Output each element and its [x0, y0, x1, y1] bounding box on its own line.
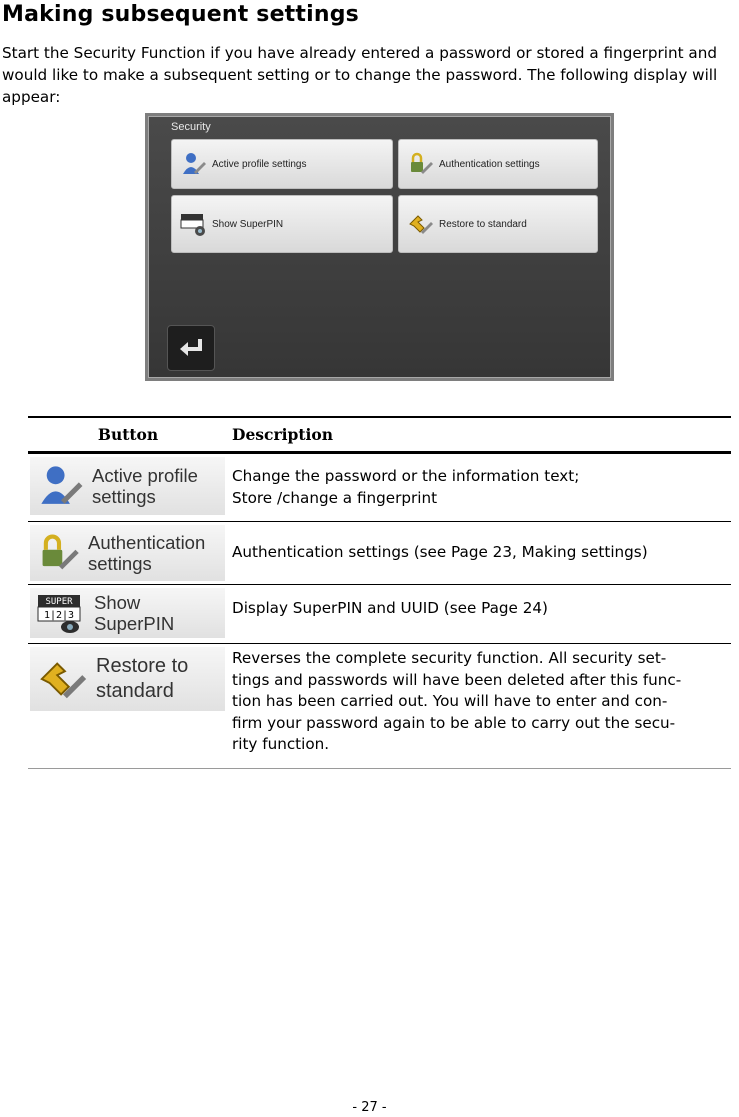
active-profile-settings-button[interactable]: [171, 139, 393, 189]
header-button: Button: [97, 425, 159, 444]
button-cell: [28, 585, 228, 643]
table-header: [28, 418, 731, 454]
active-profile-settings-sample: [30, 457, 225, 515]
page-number: - 27 -: [352, 1100, 387, 1115]
screen-title: Security: [171, 121, 211, 133]
description-cell: Display SuperPIN and UUID (see Page 24): [232, 599, 548, 617]
sample-label: Active profile settings: [92, 465, 198, 507]
restore-to-standard-sample: [30, 647, 225, 711]
show-superpin-sample: [30, 588, 225, 638]
button-description-table: [28, 416, 731, 769]
superpin-digits-text: 1|2|3: [43, 610, 75, 621]
description-cell: Authentication settings (see Page 23, Making settings): [232, 543, 648, 561]
description-cell: Change the password or the information text; Store /change a fingerprint: [232, 467, 580, 507]
security-screen: [148, 116, 611, 378]
authentication-settings-button[interactable]: [398, 139, 598, 189]
table-row: [28, 585, 731, 644]
show-superpin-button[interactable]: [171, 195, 393, 253]
authentication-settings-sample: [30, 525, 225, 581]
return-arrow-icon: [176, 336, 206, 360]
user-wrench-icon: [180, 150, 208, 178]
restore-wrench-icon: [407, 210, 435, 238]
sample-label: Restore to standard: [96, 655, 189, 702]
superpin-icon: [36, 591, 88, 635]
lock-wrench-icon: [36, 530, 82, 576]
back-button[interactable]: [167, 325, 215, 371]
table-row: [28, 454, 731, 522]
sample-label: Show SuperPIN: [94, 592, 175, 634]
authentication-settings-label: Authentication settings: [439, 158, 540, 170]
superpin-badge-text: SUPER: [45, 597, 73, 607]
section-heading: Making subsequent settings: [2, 2, 359, 27]
button-cell: [28, 454, 228, 521]
restore-to-standard-label: Restore to standard: [439, 218, 527, 230]
lock-wrench-icon: [407, 150, 435, 178]
active-profile-settings-label: Active profile settings: [212, 158, 307, 170]
security-screenshot: [145, 113, 614, 381]
intro-paragraph: Start the Security Function if you have already entered a password or stored a fingerprint and would like to make a subsequent setting or to change the password. The following display will appear:: [2, 44, 718, 106]
button-cell: [28, 644, 228, 768]
restore-to-standard-button[interactable]: [398, 195, 598, 253]
table-row: [28, 522, 731, 585]
button-cell: [28, 522, 228, 584]
restore-wrench-icon: [36, 652, 90, 706]
table-row: [28, 644, 731, 769]
sample-label: Authentication settings: [88, 532, 206, 574]
user-wrench-icon: [36, 461, 86, 511]
show-superpin-label: Show SuperPIN: [212, 218, 284, 230]
description-cell: Reverses the complete security function. All security set- tings and passwords will have been deleted after this func- tion has been carried out. You will have to enter and con- firm your password again to be able to carry out the secu- rity function.: [232, 649, 682, 753]
superpin-icon: [180, 210, 208, 238]
header-description: Description: [232, 425, 334, 444]
